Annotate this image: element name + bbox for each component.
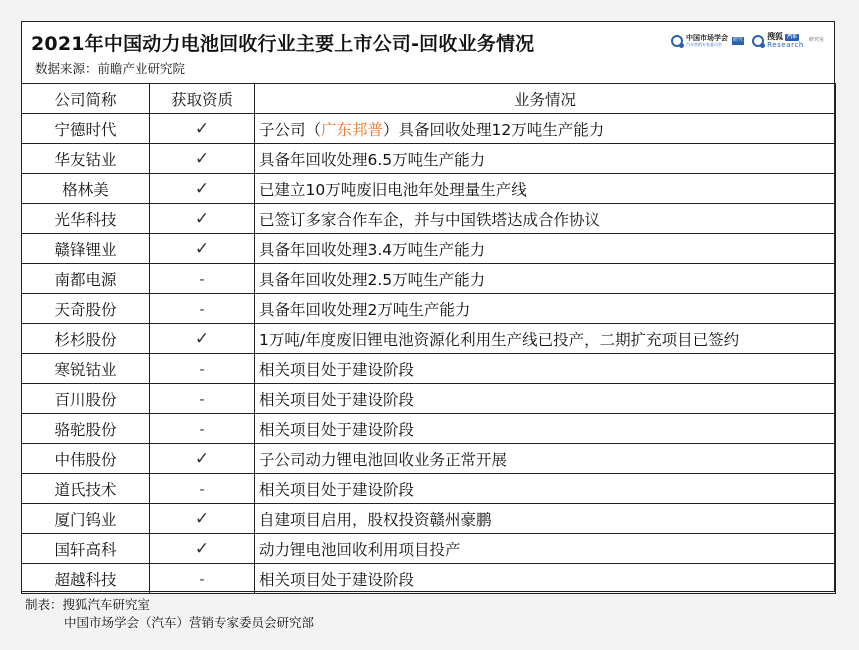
checkmark-icon: ✓ — [194, 148, 210, 169]
company-name-cell: 厦门钨业 — [22, 504, 150, 534]
checkmark-icon: ✓ — [194, 238, 210, 259]
qualification-cell — [150, 174, 255, 204]
qualification-cell — [150, 324, 255, 354]
business-cell: 子公司动力锂电池回收业务正常开展 — [255, 444, 836, 474]
checkmark-icon: ✓ — [194, 118, 210, 139]
qualification-cell — [150, 204, 255, 234]
report-card — [21, 21, 835, 592]
dash-mark: - — [199, 361, 205, 378]
table-row — [22, 264, 836, 294]
company-name-cell: 国轩高科 — [22, 534, 150, 564]
business-cell: 1万吨/年度废旧锂电池资源化利用生产线已投产，二期扩充项目已签约 — [255, 324, 836, 354]
column-header-company: 公司简称 — [22, 84, 150, 114]
business-cell: 具备年回收处理3.4万吨生产能力 — [255, 234, 836, 264]
footer-organization: 中国市场学会（汽车）营销专家委员会研究部 — [64, 615, 315, 630]
footer-producer: 制表：搜狐汽车研究室 — [25, 597, 151, 612]
qualification-cell — [150, 264, 255, 294]
table-row — [22, 174, 836, 204]
report-header — [22, 22, 834, 83]
column-header-business: 业务情况 — [255, 84, 836, 114]
dash-mark: - — [199, 571, 205, 588]
logo-sohu-name: 搜狐 — [767, 32, 784, 41]
business-cell: 已签订多家合作车企，并与中国铁塔达成合作协议 — [255, 204, 836, 234]
table-row — [22, 504, 836, 534]
table-row — [22, 444, 836, 474]
table-row — [22, 384, 836, 414]
checkmark-icon: ✓ — [194, 328, 210, 349]
company-name-cell: 赣锋锂业 — [22, 234, 150, 264]
qualification-cell — [150, 354, 255, 384]
company-name-cell: 天奇股份 — [22, 294, 150, 324]
business-cell: 具备年回收处理2.5万吨生产能力 — [255, 264, 836, 294]
business-cell: 相关项目处于建设阶段 — [255, 474, 836, 504]
qualification-cell — [150, 474, 255, 504]
logo-group — [671, 33, 824, 49]
checkmark-icon: ✓ — [194, 538, 210, 559]
company-name-cell: 中伟股份 — [22, 444, 150, 474]
company-name-cell: 道氏技术 — [22, 474, 150, 504]
recycling-business-table — [21, 83, 836, 594]
qualification-cell — [150, 414, 255, 444]
business-cell: 动力锂电池回收利用项目投产 — [255, 534, 836, 564]
dash-mark: - — [199, 391, 205, 408]
qualification-cell — [150, 144, 255, 174]
magnifier-logo-icon — [752, 35, 764, 47]
table-header-row — [22, 84, 836, 114]
table-row — [22, 414, 836, 444]
business-cell — [255, 114, 836, 144]
logo-sohu-badge: 汽车 — [787, 33, 798, 40]
logo-market-society — [671, 35, 744, 47]
company-name-cell: 杉杉股份 — [22, 324, 150, 354]
business-cell: 具备年回收处理6.5万吨生产能力 — [255, 144, 836, 174]
qualification-cell — [150, 234, 255, 264]
business-text-post: ）具备回收处理12万吨生产能力 — [383, 120, 605, 139]
business-cell: 相关项目处于建设阶段 — [255, 354, 836, 384]
qualification-cell — [150, 504, 255, 534]
qualification-cell — [150, 114, 255, 144]
dash-mark: - — [199, 481, 205, 498]
company-name-cell: 华友钴业 — [22, 144, 150, 174]
business-text-pre: 子公司（ — [259, 120, 322, 139]
qualification-cell — [150, 534, 255, 564]
table-row — [22, 294, 836, 324]
logo-sohu-tag: 研究室 — [808, 37, 824, 44]
company-name-cell: 百川股份 — [22, 384, 150, 414]
company-name-cell: 宁德时代 — [22, 114, 150, 144]
qualification-cell — [150, 564, 255, 594]
company-name-cell: 骆驼股份 — [22, 414, 150, 444]
table-row — [22, 534, 836, 564]
table-row — [22, 474, 836, 504]
logo-market-society-badge: 研究 — [733, 37, 744, 44]
table-row — [22, 354, 836, 384]
checkmark-icon: ✓ — [194, 208, 210, 229]
table-row — [22, 324, 836, 354]
business-cell: 已建立10万吨废旧电池年处理量生产线 — [255, 174, 836, 204]
table-row — [22, 114, 836, 144]
report-footer — [25, 596, 314, 632]
qualification-cell — [150, 384, 255, 414]
company-name-cell: 超越科技 — [22, 564, 150, 594]
company-name-cell: 寒锐钴业 — [22, 354, 150, 384]
table-body — [22, 114, 836, 594]
checkmark-icon: ✓ — [194, 178, 210, 199]
report-title: 2021年中国动力电池回收行业主要上市公司-回收业务情况 — [31, 33, 535, 55]
highlighted-subsidiary: 广东邦普 — [321, 120, 384, 139]
qualification-cell — [150, 294, 255, 324]
company-name-cell: 光华科技 — [22, 204, 150, 234]
qualification-cell — [150, 444, 255, 474]
business-cell: 具备年回收处理2万吨生产能力 — [255, 294, 836, 324]
company-name-cell: 格林美 — [22, 174, 150, 204]
checkmark-icon: ✓ — [194, 448, 210, 469]
checkmark-icon: ✓ — [194, 508, 210, 529]
company-name-cell: 南都电源 — [22, 264, 150, 294]
logo-sohu-research — [752, 33, 824, 49]
dash-mark: - — [199, 421, 205, 438]
logo-market-society-sub: 汽车营销专家委员会 — [686, 42, 723, 47]
business-cell: 相关项目处于建设阶段 — [255, 564, 836, 594]
table-row — [22, 144, 836, 174]
magnifier-logo-icon — [671, 35, 683, 47]
data-source: 数据来源：前瞻产业研究院 — [35, 61, 186, 76]
business-cell: 相关项目处于建设阶段 — [255, 414, 836, 444]
logo-market-society-name: 中国市场学会 — [686, 34, 729, 42]
dash-mark: - — [199, 271, 205, 288]
table-row — [22, 204, 836, 234]
logo-sohu-sub: Research — [767, 41, 804, 49]
table-row — [22, 564, 836, 594]
table-row — [22, 234, 836, 264]
column-header-qualification: 获取资质 — [150, 84, 255, 114]
business-cell: 相关项目处于建设阶段 — [255, 384, 836, 414]
business-cell: 自建项目启用，股权投资赣州豪鹏 — [255, 504, 836, 534]
dash-mark: - — [199, 301, 205, 318]
